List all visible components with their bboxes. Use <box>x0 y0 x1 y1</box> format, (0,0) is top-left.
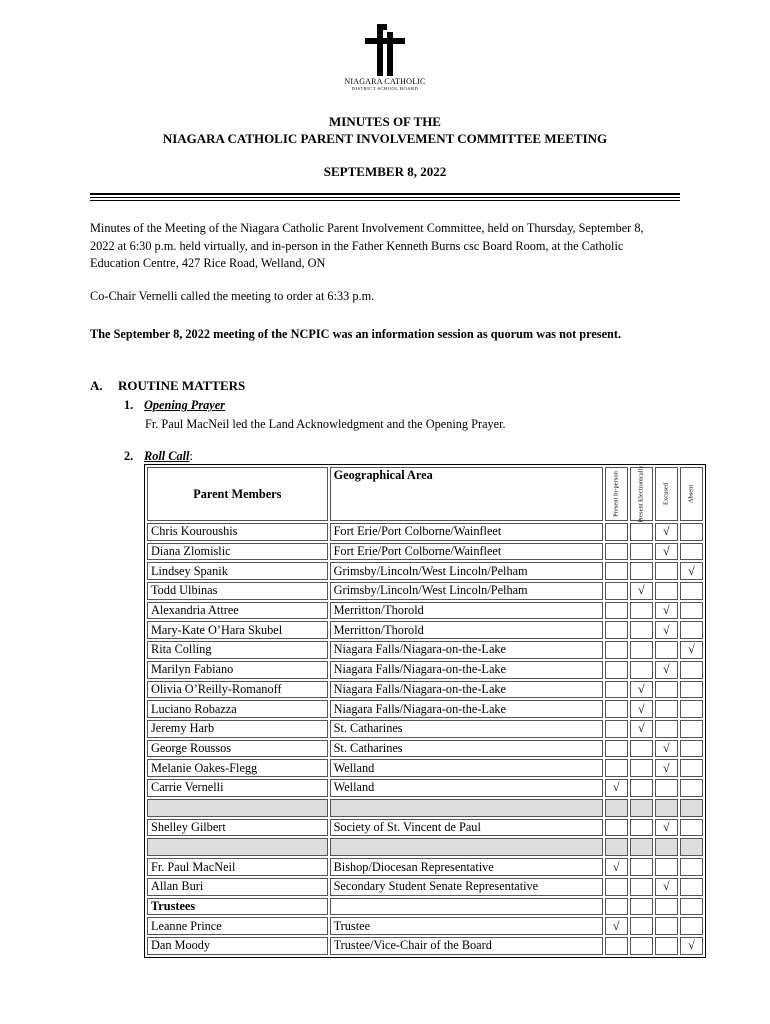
status-electronic-cell: √ <box>630 582 653 600</box>
table-row <box>147 562 703 580</box>
member-name: Luciano Robazza <box>147 700 328 718</box>
call-to-order: Co-Chair Vernelli called the meeting to order at 6:33 p.m. <box>90 289 375 303</box>
member-name: Alexandria Attree <box>147 602 328 620</box>
status-excused-cell <box>655 681 678 699</box>
roll-call-body <box>147 523 703 955</box>
member-area: Trustee <box>330 917 603 935</box>
header-absent-label: Absent <box>687 484 695 504</box>
status-absent-cell: √ <box>680 937 703 955</box>
table-row <box>147 858 703 876</box>
status-in-person-cell <box>605 582 628 600</box>
member-name: Dan Moody <box>147 937 328 955</box>
member-name: Shelley Gilbert <box>147 819 328 837</box>
item-label: Opening Prayer <box>144 398 225 412</box>
gap-cell <box>680 799 703 817</box>
status-in-person-cell <box>605 681 628 699</box>
table-row <box>147 523 703 541</box>
status-electronic-cell <box>630 759 653 777</box>
member-area: Secondary Student Senate Representative <box>330 878 603 896</box>
gap-cell <box>147 838 328 856</box>
section-a-heading <box>90 378 245 394</box>
section-title: ROUTINE MATTERS <box>118 378 246 393</box>
member-area: Niagara Falls/Niagara-on-the-Lake <box>330 661 603 679</box>
member-name: George Roussos <box>147 740 328 758</box>
status-electronic-cell <box>630 562 653 580</box>
logo-org-sub: DISTRICT SCHOOL BOARD <box>351 86 419 91</box>
member-name: Melanie Oakes-Flegg <box>147 759 328 777</box>
status-excused-cell <box>655 641 678 659</box>
member-name: Fr. Paul MacNeil <box>147 858 328 876</box>
status-electronic-cell <box>630 779 653 797</box>
intro-paragraph: Minutes of the Meeting of the Niagara Catholic Parent Involvement Committee, held on Thursday, September 8, 2022 at 6:30 p.m. held virtually, and in-person in the Father Kenneth Burns csc Board Room, at the Catholic Education Centre, 427 Rice Road, Welland, ON <box>90 221 644 270</box>
table-row <box>147 681 703 699</box>
member-name: Trustees <box>147 898 328 916</box>
gap-cell <box>605 799 628 817</box>
gap-cell <box>630 799 653 817</box>
member-name: Jeremy Harb <box>147 720 328 738</box>
status-in-person-cell <box>605 759 628 777</box>
status-absent-cell <box>680 917 703 935</box>
status-excused-cell: √ <box>655 740 678 758</box>
table-row <box>147 759 703 777</box>
logo-org-name: NIAGARA CATHOLIC <box>344 77 426 86</box>
status-electronic-cell <box>630 602 653 620</box>
status-in-person-cell <box>605 740 628 758</box>
gap-cell <box>655 838 678 856</box>
status-electronic-cell <box>630 937 653 955</box>
status-in-person-cell <box>605 661 628 679</box>
quorum-note: The September 8, 2022 meeting of the NCPIC was an information session as quorum was not present. <box>90 327 622 341</box>
status-absent-cell <box>680 621 703 639</box>
header-excused-label: Excused <box>662 482 670 506</box>
status-in-person-cell <box>605 937 628 955</box>
table-row <box>147 878 703 896</box>
table-row <box>147 621 703 639</box>
table-row <box>147 602 703 620</box>
status-absent-cell <box>680 759 703 777</box>
member-area: Grimsby/Lincoln/West Lincoln/Pelham <box>330 562 603 580</box>
status-in-person-cell <box>605 602 628 620</box>
table-row <box>147 898 703 916</box>
member-name: Olivia O’Reilly-Romanoff <box>147 681 328 699</box>
table-row <box>147 740 703 758</box>
member-area: Niagara Falls/Niagara-on-the-Lake <box>330 641 603 659</box>
member-area: Society of St. Vincent de Paul <box>330 819 603 837</box>
member-name: Lindsey Spanik <box>147 562 328 580</box>
status-excused-cell: √ <box>655 819 678 837</box>
divider-top <box>90 193 680 195</box>
table-row <box>147 543 703 561</box>
gap-cell <box>630 838 653 856</box>
status-in-person-cell <box>605 543 628 561</box>
status-in-person-cell <box>605 562 628 580</box>
status-electronic-cell: √ <box>630 720 653 738</box>
status-in-person-cell <box>605 898 628 916</box>
gap-cell <box>680 838 703 856</box>
status-absent-cell: √ <box>680 641 703 659</box>
item-roll-call <box>124 449 193 464</box>
status-electronic-cell <box>630 641 653 659</box>
gap-cell <box>655 799 678 817</box>
status-absent-cell <box>680 700 703 718</box>
cross-logo-icon <box>363 22 407 78</box>
status-excused-cell: √ <box>655 661 678 679</box>
status-excused-cell: √ <box>655 602 678 620</box>
status-in-person-cell <box>605 878 628 896</box>
table-header-row <box>147 467 703 521</box>
member-area: St. Catharines <box>330 720 603 738</box>
table-row <box>147 779 703 797</box>
status-absent-cell <box>680 898 703 916</box>
table-gap-row <box>147 799 703 817</box>
table-row <box>147 720 703 738</box>
status-excused-cell <box>655 898 678 916</box>
table-row <box>147 700 703 718</box>
table-row <box>147 641 703 659</box>
item-suffix: : <box>189 449 193 463</box>
status-electronic-cell <box>630 740 653 758</box>
member-area: Trustee/Vice-Chair of the Board <box>330 937 603 955</box>
status-excused-cell <box>655 858 678 876</box>
status-electronic-cell <box>630 621 653 639</box>
status-absent-cell: √ <box>680 562 703 580</box>
member-area: Niagara Falls/Niagara-on-the-Lake <box>330 700 603 718</box>
item-number: 2. <box>124 449 134 463</box>
status-in-person-cell <box>605 621 628 639</box>
status-absent-cell <box>680 543 703 561</box>
status-in-person-cell <box>605 720 628 738</box>
status-absent-cell <box>680 523 703 541</box>
title-line-2: NIAGARA CATHOLIC PARENT INVOLVEMENT COMMITTEE MEETING <box>162 131 608 146</box>
header-area: Geographical Area <box>330 467 603 521</box>
member-name: Marilyn Fabiano <box>147 661 328 679</box>
status-in-person-cell <box>605 523 628 541</box>
header-present-electronically <box>630 467 653 521</box>
item-opening-prayer <box>124 398 225 413</box>
member-area: Welland <box>330 779 603 797</box>
status-absent-cell <box>680 878 703 896</box>
status-excused-cell: √ <box>655 543 678 561</box>
status-in-person-cell <box>605 641 628 659</box>
status-in-person-cell: √ <box>605 917 628 935</box>
status-absent-cell <box>680 858 703 876</box>
status-excused-cell <box>655 582 678 600</box>
status-excused-cell <box>655 562 678 580</box>
divider-bottom <box>90 200 680 201</box>
status-electronic-cell <box>630 819 653 837</box>
opening-prayer-text: Fr. Paul MacNeil led the Land Acknowledgment and the Opening Prayer. <box>145 417 506 431</box>
gap-cell <box>147 799 328 817</box>
status-absent-cell <box>680 602 703 620</box>
member-area: Fort Erie/Port Colborne/Wainfleet <box>330 523 603 541</box>
status-in-person-cell <box>605 819 628 837</box>
status-electronic-cell <box>630 898 653 916</box>
member-area <box>330 898 603 916</box>
item-label: Roll Call <box>144 449 190 463</box>
table-row <box>147 661 703 679</box>
header-absent <box>680 467 703 521</box>
status-excused-cell <box>655 700 678 718</box>
status-electronic-cell <box>630 543 653 561</box>
status-electronic-cell <box>630 858 653 876</box>
member-area: Grimsby/Lincoln/West Lincoln/Pelham <box>330 582 603 600</box>
status-excused-cell: √ <box>655 621 678 639</box>
header-present-in-person-label: Present In-person <box>612 471 620 517</box>
gap-cell <box>330 838 603 856</box>
header-present-electronically-label: Present Electronically <box>637 465 645 523</box>
member-area: Niagara Falls/Niagara-on-the-Lake <box>330 681 603 699</box>
status-in-person-cell: √ <box>605 779 628 797</box>
meeting-date: SEPTEMBER 8, 2022 <box>323 164 447 179</box>
member-area: Merritton/Thorold <box>330 602 603 620</box>
status-absent-cell <box>680 819 703 837</box>
gap-cell <box>605 838 628 856</box>
item-number: 1. <box>124 398 134 412</box>
header-present-in-person <box>605 467 628 521</box>
table-row <box>147 937 703 955</box>
member-name: Todd Ulbinas <box>147 582 328 600</box>
member-name: Mary-Kate O’Hara Skubel <box>147 621 328 639</box>
member-area: Fort Erie/Port Colborne/Wainfleet <box>330 543 603 561</box>
member-name: Leanne Prince <box>147 917 328 935</box>
status-excused-cell <box>655 937 678 955</box>
member-area: Welland <box>330 759 603 777</box>
status-excused-cell: √ <box>655 759 678 777</box>
status-absent-cell <box>680 740 703 758</box>
status-excused-cell: √ <box>655 878 678 896</box>
status-excused-cell <box>655 917 678 935</box>
member-name: Diana Zlomislic <box>147 543 328 561</box>
status-electronic-cell <box>630 878 653 896</box>
member-name: Rita Colling <box>147 641 328 659</box>
member-area: Bishop/Diocesan Representative <box>330 858 603 876</box>
table-row <box>147 917 703 935</box>
status-absent-cell <box>680 720 703 738</box>
status-electronic-cell: √ <box>630 681 653 699</box>
status-electronic-cell: √ <box>630 700 653 718</box>
member-area: St. Catharines <box>330 740 603 758</box>
status-absent-cell <box>680 582 703 600</box>
divider-mid <box>90 197 680 198</box>
status-absent-cell <box>680 661 703 679</box>
member-name: Chris Kouroushis <box>147 523 328 541</box>
title-line-1: MINUTES OF THE <box>329 114 441 129</box>
gap-cell <box>330 799 603 817</box>
table-gap-row <box>147 838 703 856</box>
section-number: A. <box>90 378 103 393</box>
table-row <box>147 819 703 837</box>
status-in-person-cell: √ <box>605 858 628 876</box>
header-members: Parent Members <box>147 467 328 521</box>
status-excused-cell <box>655 720 678 738</box>
member-name: Allan Buri <box>147 878 328 896</box>
status-absent-cell <box>680 779 703 797</box>
member-area: Merritton/Thorold <box>330 621 603 639</box>
status-absent-cell <box>680 681 703 699</box>
status-excused-cell <box>655 779 678 797</box>
status-electronic-cell <box>630 917 653 935</box>
roll-call-table <box>144 464 706 958</box>
status-electronic-cell <box>630 523 653 541</box>
status-electronic-cell <box>630 661 653 679</box>
member-name: Carrie Vernelli <box>147 779 328 797</box>
logo <box>340 22 430 102</box>
table-row <box>147 582 703 600</box>
status-in-person-cell <box>605 700 628 718</box>
header-excused <box>655 467 678 521</box>
status-excused-cell: √ <box>655 523 678 541</box>
